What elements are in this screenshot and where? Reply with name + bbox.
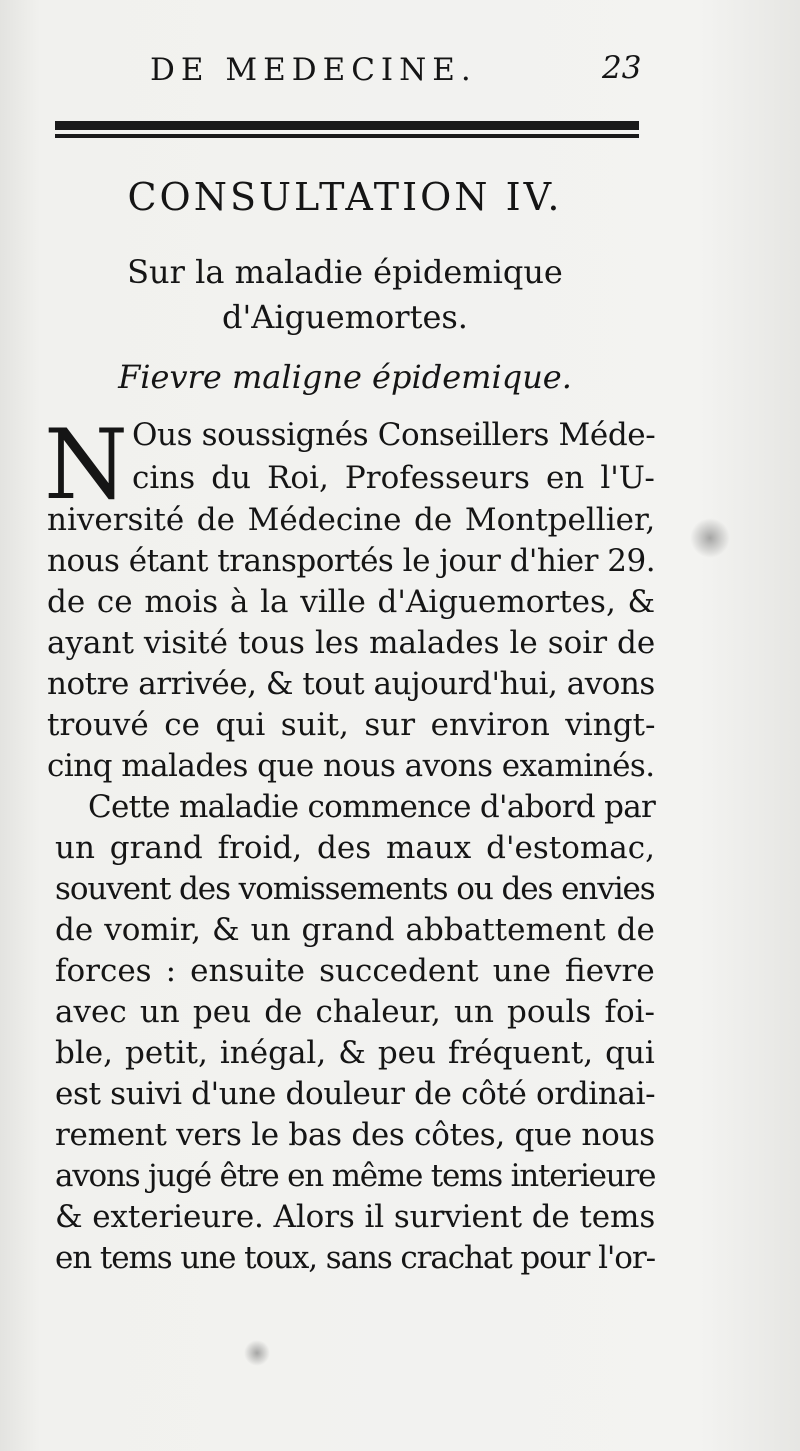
body-line: cins du Roi, Professeurs en l'U- xyxy=(132,460,655,496)
body-line: Ous soussignés Conseillers Méde- xyxy=(132,417,656,453)
body-line: nous étant transportés le jour d'hier 29. xyxy=(47,543,656,579)
subtitle-line-2: d'Aiguemortes. xyxy=(222,298,468,336)
body-line: est suivi d'une douleur de côté ordinai- xyxy=(55,1076,656,1112)
body-line: Cette maladie commence d'abord par xyxy=(88,789,656,825)
subtitle-line-1: Sur la maladie épidemique xyxy=(127,253,563,291)
body-line: en tems une toux, sans crachat pour l'or- xyxy=(55,1240,655,1276)
ink-smudge xyxy=(690,518,730,558)
body-line: de ce mois à la ville d'Aiguemortes, & xyxy=(47,584,656,620)
body-line: rement vers le bas des côtes, que nous xyxy=(55,1117,655,1153)
consultation-title: CONSULTATION IV. xyxy=(127,175,563,219)
header-rule-thin xyxy=(55,134,639,138)
body-line: de vomir, & un grand abbattement de xyxy=(55,912,655,948)
running-title: DE MEDECINE. xyxy=(150,52,477,88)
ink-smudge xyxy=(244,1340,270,1366)
page-header xyxy=(150,52,650,92)
body-line: ayant visité tous les malades le soir de xyxy=(47,625,656,661)
body-line: avec un peu de chaleur, un pouls foi- xyxy=(55,994,656,1030)
body-line: ble, petit, inégal, & peu fréquent, qui xyxy=(55,1035,655,1071)
page-number: 23 xyxy=(602,50,642,86)
body-line: un grand froid, des maux d'estomac, xyxy=(55,830,655,866)
header-rule-thick xyxy=(55,121,639,130)
body-line: avons jugé être en même tems interieure xyxy=(55,1158,656,1194)
drop-capital: N xyxy=(44,409,128,521)
section-heading: Fievre maligne épidemique. xyxy=(118,358,572,396)
body-line: niversité de Médecine de Montpellier, xyxy=(47,502,656,538)
body-line: notre arrivée, & tout aujourd'hui, avons xyxy=(47,666,655,702)
body-line: forces : ensuite succedent une fievre xyxy=(55,953,655,989)
header-rule xyxy=(55,121,639,139)
body-line: cinq malades que nous avons examinés. xyxy=(47,748,655,784)
body-line: souvent des vomissements ou des envies xyxy=(55,871,655,907)
body-line: trouvé ce qui suit, sur environ vingt- xyxy=(47,707,656,743)
body-line: & exterieure. Alors il survient de tems xyxy=(55,1199,656,1235)
